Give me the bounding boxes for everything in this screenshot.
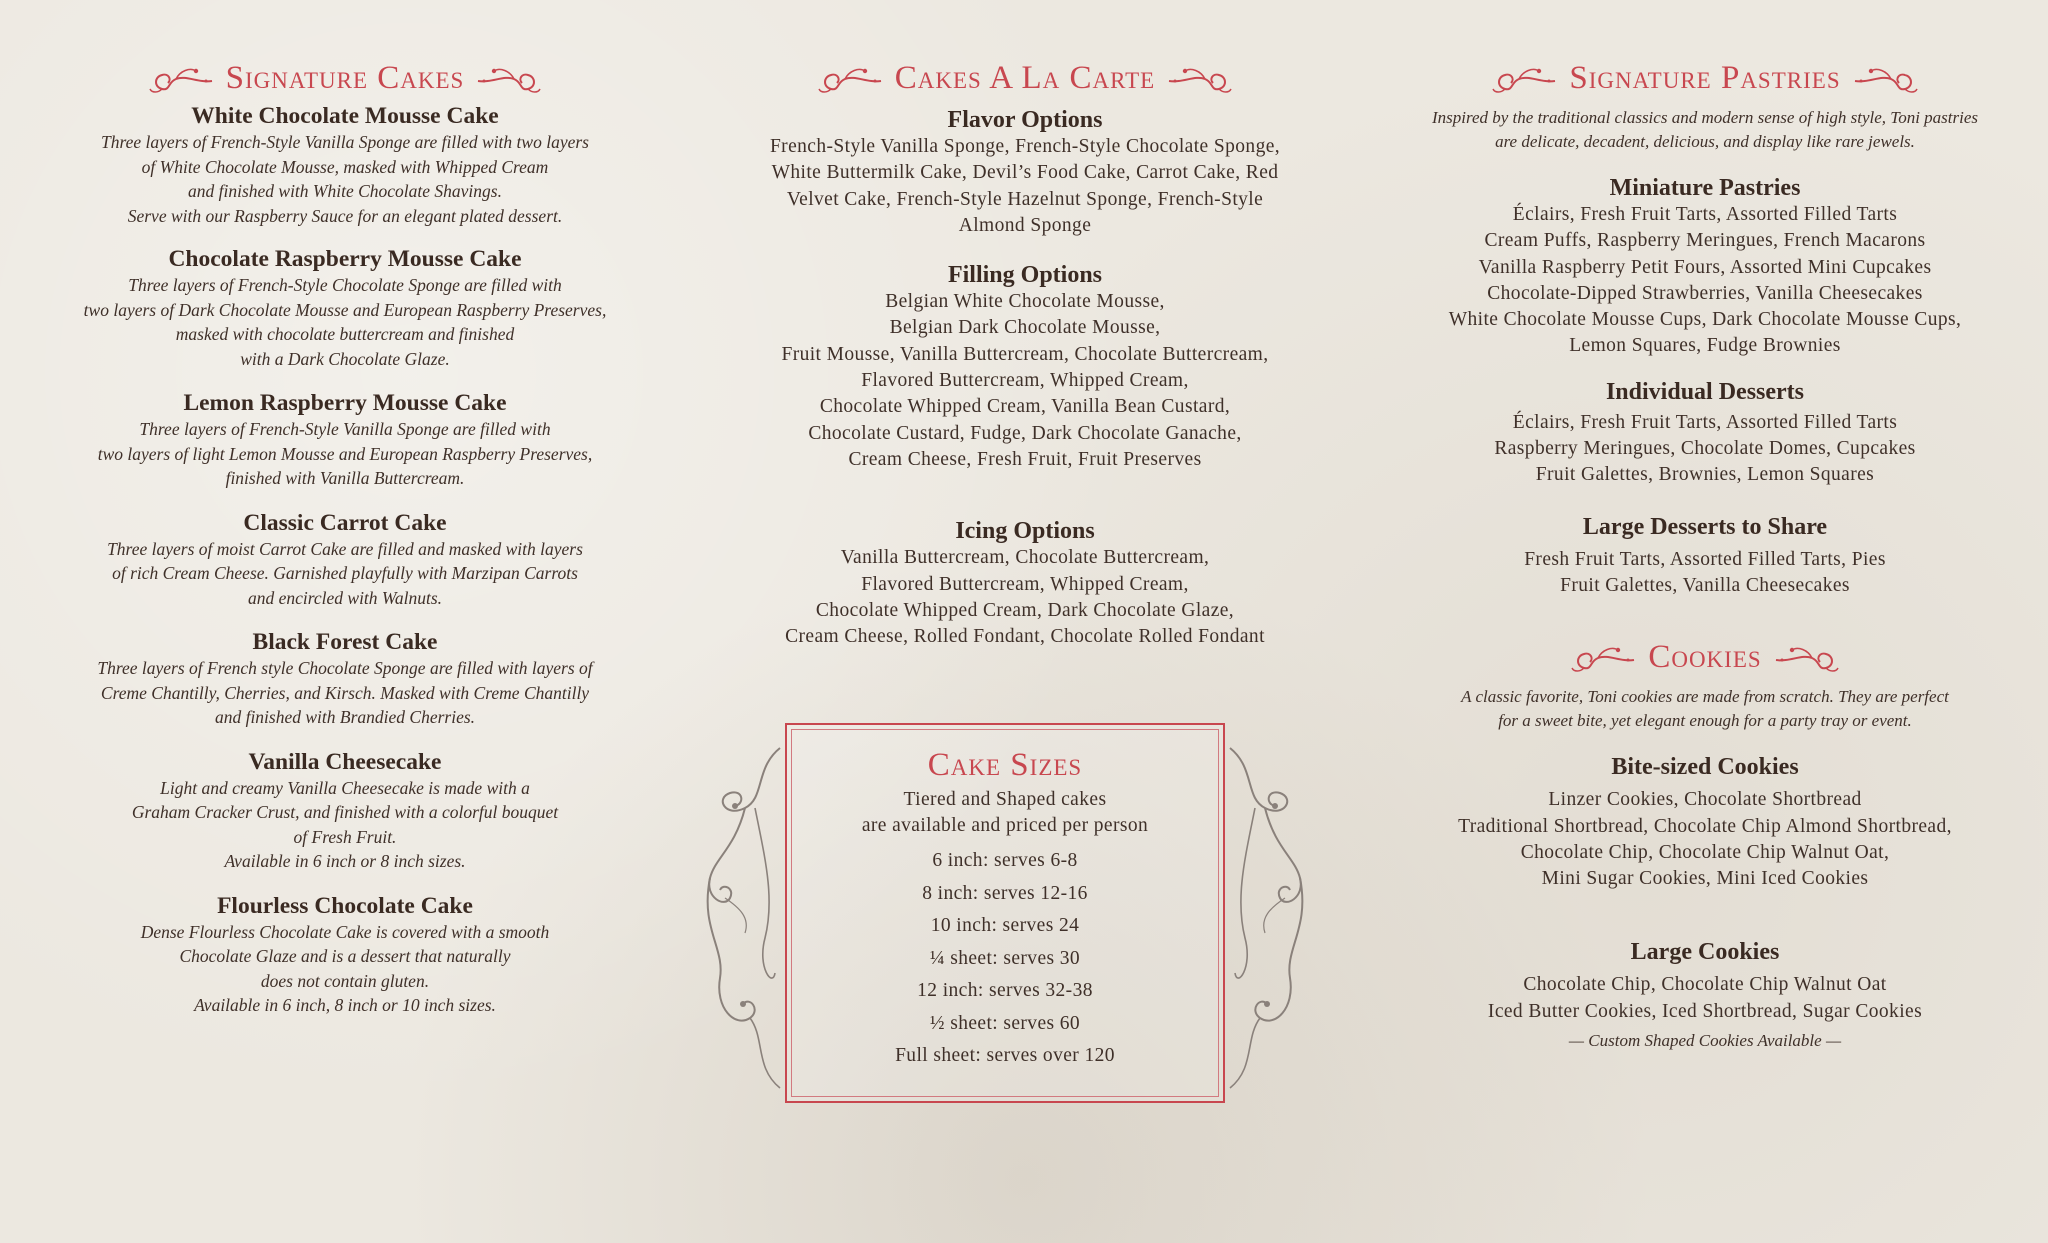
cake-description: Dense Flourless Chocolate Cake is covered with a smooth Chocolate Glaze and is a dessert that naturally does not contain gluten. Available in 6 inch, 8 inch or 10 inch sizes. — [140, 921, 550, 1015]
large-cookies — [1395, 938, 2015, 1053]
bite-sized-cookies — [1395, 753, 2015, 892]
filling-options-title: Filling Options — [947, 262, 1103, 289]
large-desserts-title: Large Desserts to Share — [1582, 513, 1828, 540]
custom-cookies-note: — Custom Shaped Cookies Available — — [1568, 1031, 1842, 1051]
large-desserts-text: Fresh Fruit Tarts, Assorted Filled Tarts, Pies Fruit Galettes, Vanilla Cheesecakes — [1524, 548, 1886, 596]
bite-sized-cookies-title: Bite-sized Cookies — [1611, 754, 1799, 781]
a-la-carte-heading-row — [700, 56, 1350, 100]
a-la-carte-heading: Cakes A La Carte — [894, 59, 1156, 96]
icing-options-text: Vanilla Buttercream, Chocolate Buttercream, Flavored Buttercream, Whipped Cream, Chocolate Whipped Cream, Dark Chocolate Glaze, Cream Cheese, Rolled Fondant, Chocolate Rolled Fondant — [785, 547, 1265, 648]
cake-item — [55, 892, 635, 1018]
pastries-cookies-column — [1395, 56, 2015, 1053]
size-row: ½ sheet: serves 60 — [929, 1012, 1081, 1034]
flourish-right-icon — [476, 61, 544, 95]
signature-cakes-heading-row — [55, 56, 635, 100]
size-row: Full sheet: serves over 120 — [895, 1045, 1115, 1066]
cake-sizes-box — [785, 723, 1225, 1103]
signature-cakes-heading: Signature Cakes — [225, 59, 465, 96]
flavor-options — [700, 106, 1350, 239]
cake-item — [55, 748, 635, 874]
cake-title: Classic Carrot Cake — [243, 509, 447, 536]
cake-title: Chocolate Raspberry Mousse Cake — [168, 246, 522, 272]
cake-description: Three layers of French style Chocolate Sponge are filled with layers of Creme Chantilly, Cherries, and Kirsch. Masked with Creme Chantilly and finished with Brandied Cherries. — [97, 658, 593, 727]
signature-pastries-heading: Signature Pastries — [1569, 59, 1841, 96]
flavor-options-title: Flavor Options — [947, 107, 1103, 133]
cake-item — [55, 389, 635, 491]
bite-sized-cookies-text: Linzer Cookies, Chocolate Shortbread Traditional Shortbread, Chocolate Chip Almond Shortbread, Chocolate Chip, Chocolate Chip Walnut Oat, Mini Sugar Cookies, Mini Iced Cookies — [1458, 789, 1952, 890]
cake-item — [55, 628, 635, 730]
size-row: 10 inch: serves 24 — [930, 915, 1080, 936]
large-cookies-title: Large Cookies — [1630, 939, 1780, 966]
individual-desserts — [1395, 378, 2015, 489]
cookies-intro: A classic favorite, Toni cookies are made from scratch. They are perfect for a sweet bite, yet elegant enough for a party tray or event. — [1461, 687, 1949, 731]
individual-desserts-title: Individual Desserts — [1605, 378, 1805, 405]
large-cookies-text: Chocolate Chip, Chocolate Chip Walnut Oat Iced Butter Cookies, Iced Shortbread, Sugar Cookies — [1487, 974, 1923, 1022]
cake-title: Lemon Raspberry Mousse Cake — [183, 390, 507, 416]
flourish-left-icon — [815, 61, 883, 95]
a-la-carte-column — [700, 56, 1350, 650]
size-row: ¼ sheet: serves 30 — [929, 947, 1081, 969]
cake-description: Three layers of French-Style Vanilla Sponge are filled with two layers of White Chocolate Mousse, masked with Whipped Cream and finished with White Chocolate Shavings. Serve with our Raspberry Sauce for an elegant plated dessert. — [101, 132, 589, 226]
size-row: 8 inch: serves 12-16 — [922, 882, 1088, 904]
ornament-left-icon — [695, 738, 795, 1098]
flourish-left-icon — [1489, 61, 1557, 95]
signature-pastries-heading-row — [1395, 56, 2015, 100]
flourish-left-icon — [146, 61, 214, 95]
individual-desserts-text: Éclairs, Fresh Fruit Tarts, Assorted Filled Tarts Raspberry Meringues, Chocolate Domes, Cupcakes Fruit Galettes, Brownies, Lemon Squares — [1494, 411, 1916, 486]
filling-options-text: Belgian White Chocolate Mousse, Belgian Dark Chocolate Mousse, Fruit Mousse, Vanilla Buttercream, Chocolate Buttercream, Flavored Buttercream, Whipped Cream, Chocolate Whipped Cream, Vanilla Bean Custard, Chocolate Custard, Fudge, Dark Chocolate Ganache, Cream Cheese, Fresh Fruit, Fruit Preserves — [781, 291, 1269, 470]
cake-title: Vanilla Cheesecake — [248, 748, 442, 775]
cake-sizes-panel — [695, 718, 1315, 1118]
cake-title: Black Forest Cake — [252, 629, 438, 655]
icing-options — [700, 517, 1350, 650]
cake-sizes-subtitle: Tiered and Shaped cakes are available and priced per person — [861, 789, 1149, 836]
flourish-left-icon — [1568, 640, 1636, 674]
pastries-intro: Inspired by the traditional classics and modern sense of high style, Toni pastries are delicate, decadent, delicious, and display like rare jewels. — [1431, 108, 1979, 151]
icing-options-title: Icing Options — [955, 518, 1095, 545]
miniature-pastries-title: Miniature Pastries — [1609, 175, 1801, 201]
size-row: 12 inch: serves 32-38 — [917, 980, 1093, 1001]
cookies-heading-row — [1395, 635, 2015, 679]
ornament-right-icon — [1215, 738, 1315, 1098]
cake-title: Flourless Chocolate Cake — [217, 892, 473, 919]
size-row: 6 inch: serves 6-8 — [932, 850, 1078, 871]
cake-description: Light and creamy Vanilla Cheesecake is made with a Graham Cracker Crust, and finished with a colorful bouquet of Fresh Fruit. Available in 6 inch or 8 inch sizes. — [131, 777, 559, 871]
flourish-right-icon — [1774, 640, 1842, 674]
cake-item — [55, 245, 635, 371]
filling-options — [700, 261, 1350, 473]
flourish-right-icon — [1853, 61, 1921, 95]
signature-cakes-column — [55, 56, 635, 1018]
flourish-right-icon — [1167, 61, 1235, 95]
cake-item — [55, 102, 635, 228]
large-desserts — [1395, 513, 2015, 600]
cookies-heading: Cookies — [1648, 638, 1762, 675]
cake-description: Three layers of French-Style Chocolate Sponge are filled with two layers of Dark Chocolate Mousse and European Raspberry Preserves, masked with chocolate buttercream and finished with a Dark Chocolate Glaze. — [83, 275, 607, 369]
cake-title: White Chocolate Mousse Cake — [191, 103, 499, 129]
cake-sizes-heading: Cake Sizes — [927, 747, 1083, 783]
cake-description: Three layers of moist Carrot Cake are filled and masked with layers of rich Cream Cheese. Garnished playfully with Marzipan Carrots and encircled with Walnuts. — [107, 538, 583, 608]
flavor-options-text: French-Style Vanilla Sponge, French-Style Chocolate Sponge, White Buttermilk Cake, Devil’s Food Cake, Carrot Cake, Red Velvet Cake, French-Style Hazelnut Sponge, French-Style Almond Sponge — [769, 136, 1281, 236]
cake-description: Three layers of French-Style Vanilla Sponge are filled with two layers of light Lemon Mousse and European Raspberry Preserves, finished with Vanilla Buttercream. — [97, 419, 593, 488]
miniature-pastries-text: Éclairs, Fresh Fruit Tarts, Assorted Filled Tarts Cream Puffs, Raspberry Meringues, French Macarons Vanilla Raspberry Petit Fours, Assorted Mini Cupcakes Chocolate-Dipped Strawberries, Vanilla Cheesecakes White Chocolate Mousse Cups, Dark Chocolate Mousse Cups, Lemon Squares, Fudge Brownies — [1448, 204, 1962, 357]
cake-item — [55, 509, 635, 611]
miniature-pastries — [1395, 174, 2015, 360]
